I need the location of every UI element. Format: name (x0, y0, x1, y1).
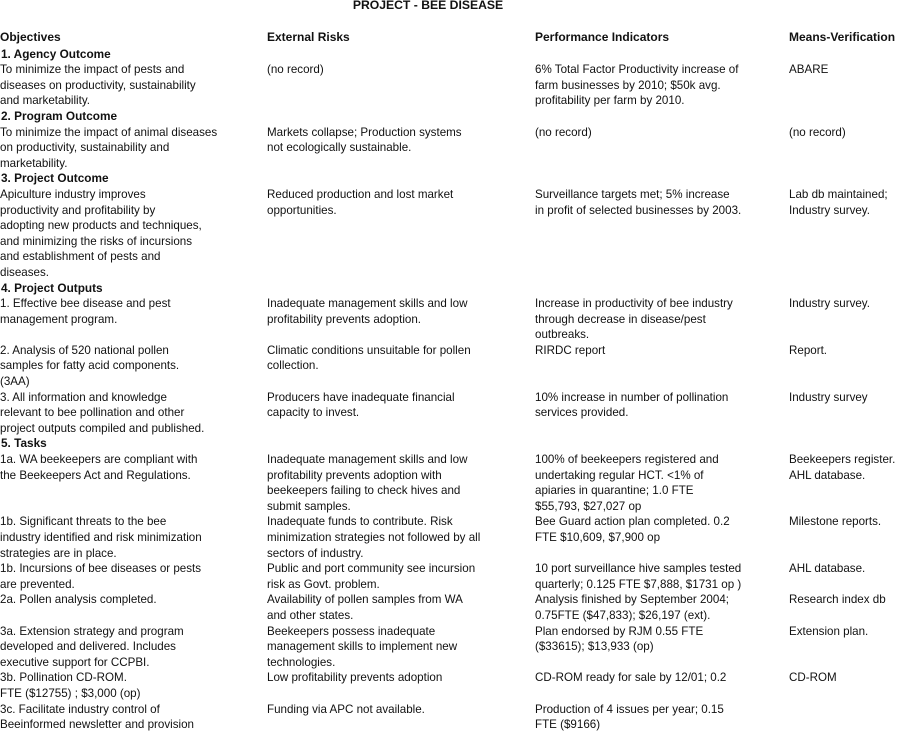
external-risk-cell: Climatic conditions unsuitable for pollen collection. (267, 343, 471, 373)
table-row (0, 592, 898, 623)
objective-cell: Apiculture industry improves productivity and profitability by adopting new products and techniques, and minimizing the risks of incursions and establishment of pests and diseases. (0, 187, 202, 279)
section-heading: 4. Project Outputs (1, 280, 103, 295)
external-risk-cell: Public and port community see incursion risk as Govt. problem. (267, 562, 476, 591)
means-verification-cell: Industry survey (789, 390, 868, 404)
header-external-risks: External Risks (267, 30, 350, 44)
means-verification-cell (789, 702, 898, 733)
performance-indicator-cell: 100% of beekeepers registered and undertaking regular HCT. <1% of apiaries in quarantine; 1.0 FTE $55,793, $27,027 op (535, 453, 719, 513)
table-row (0, 125, 898, 172)
external-risk-cell: Inadequate management skills and low profitability prevents adoption with beekeepers failing to check hives and submit samples. (267, 453, 468, 513)
objective-cell: 1. Effective bee disease and pest management program. (0, 297, 171, 326)
table-row (0, 670, 898, 701)
performance-indicator-cell: 10% increase in number of pollination services provided. (535, 390, 729, 420)
table-row (0, 624, 898, 671)
performance-indicator-cell: (no record) (535, 125, 592, 139)
external-risk-cell: Funding via APC not available. (267, 702, 425, 716)
objective-cell: 3. All information and knowledge relevant to bee pollination and other project outputs compiled and published. (0, 390, 205, 435)
performance-indicator-cell: 6% Total Factor Productivity increase of farm businesses by 2010; $50k avg. profitability per farm by 2010. (535, 63, 739, 108)
means-verification-cell: CD-ROM (789, 671, 837, 685)
means-verification-cell: Lab db maintained; Industry survey. (789, 187, 888, 217)
section-heading: 5. Tasks (1, 436, 47, 451)
means-verification-cell: Report. (789, 343, 828, 357)
performance-indicator-cell: Surveillance targets met; 5% increase in profit of selected businesses by 2003. (535, 187, 742, 217)
performance-indicator-cell: CD-ROM ready for sale by 12/01; 0.2 (535, 671, 727, 685)
performance-indicator-cell: Bee Guard action plan completed. 0.2 FTE $10,609, $7,900 op (535, 515, 730, 544)
means-verification-cell: Industry survey. (789, 297, 870, 311)
means-verification-cell: Milestone reports. (789, 515, 882, 529)
document-title: PROJECT - BEE DISEASE (352, 0, 504, 12)
table-header (0, 30, 898, 46)
table-row (0, 514, 898, 561)
objective-cell: 2a. Pollen analysis completed. (0, 593, 157, 607)
table-row (0, 390, 898, 437)
external-risk-cell: Markets collapse; Production systems not ecologically sustainable. (267, 125, 462, 155)
table-row (0, 452, 898, 514)
means-verification-cell: AHL database. (789, 562, 866, 576)
objective-cell: To minimize the impact of animal diseases on productivity, sustainability and marketability. (0, 125, 218, 170)
table-row (0, 561, 898, 592)
external-risk-cell: (no record) (267, 63, 324, 77)
means-verification-cell: Research index db (789, 593, 886, 607)
objective-cell: 1b. Incursions of bee diseases or pests are prevented. (0, 562, 202, 591)
objective-cell: 3a. Extension strategy and program developed and delivered. Includes executive support for CCPBI. (0, 624, 184, 669)
logframe-table (0, 30, 898, 733)
external-risk-cell: Reduced production and lost market opportunities. (267, 187, 454, 217)
performance-indicator-cell: Increase in productivity of bee industry through decrease in disease/pest outbreaks. (535, 297, 733, 342)
external-risk-cell: Low profitability prevents adoption (267, 671, 443, 685)
section-heading: 3. Project Outcome (1, 171, 109, 186)
external-risk-cell: Inadequate management skills and low profitability prevents adoption. (267, 297, 468, 326)
performance-indicator-cell: Analysis finished by September 2004; 0.75FTE ($47,833); $26,197 (ext). (535, 593, 729, 622)
objective-cell: 3c. Facilitate industry control of Beeinformed newsletter and provision (0, 702, 194, 732)
objective-cell: 1a. WA beekeepers are compliant with the Beekeepers Act and Regulations. (0, 453, 198, 482)
section-heading: 2. Program Outcome (1, 108, 118, 123)
performance-indicator-cell: 10 port surveillance hive samples tested quarterly; 0.125 FTE $7,888, $1731 op ) (535, 562, 742, 591)
table-row (0, 187, 898, 281)
performance-indicator-cell: Plan endorsed by RJM 0.55 FTE ($33615); $13,933 (op) (535, 624, 704, 654)
header-objectives: Objectives (0, 30, 61, 44)
external-risk-cell: Producers have inadequate financial capacity to invest. (267, 390, 455, 420)
external-risk-cell: Availability of pollen samples from WA and other states. (267, 593, 463, 622)
external-risk-cell: Beekeepers possess inadequate management skills to implement new technologies. (267, 624, 458, 669)
section-heading: 1. Agency Outcome (1, 46, 111, 61)
means-verification-cell: ABARE (789, 63, 829, 77)
objective-cell: 2. Analysis of 520 national pollen samples for fatty acid components. (3AA) (0, 343, 180, 389)
table-row (0, 702, 898, 733)
means-verification-cell: Extension plan. (789, 624, 869, 638)
header-means-verification: Means-Verification (789, 30, 896, 44)
means-verification-cell: Beekeepers register. AHL database. (789, 453, 896, 482)
objective-cell: 3b. Pollination CD-ROM. FTE ($12755) ; $3,000 (op) (0, 671, 141, 700)
header-performance-indicators: Performance Indicators (535, 30, 670, 44)
table-row (0, 296, 898, 343)
performance-indicator-cell: Production of 4 issues per year; 0.15 FTE ($9166) (535, 702, 724, 732)
table-row (0, 343, 898, 390)
performance-indicator-cell: RIRDC report (535, 343, 606, 357)
objective-cell: 1b. Significant threats to the bee industry identified and risk minimization strategies are in place. (0, 515, 202, 560)
objective-cell: To minimize the impact of pests and diseases on productivity, sustainability and marketability. (0, 63, 196, 108)
external-risk-cell: Inadequate funds to contribute. Risk minimization strategies not followed by all sectors of industry. (267, 515, 481, 560)
means-verification-cell: (no record) (789, 125, 846, 139)
table-row (0, 62, 898, 109)
